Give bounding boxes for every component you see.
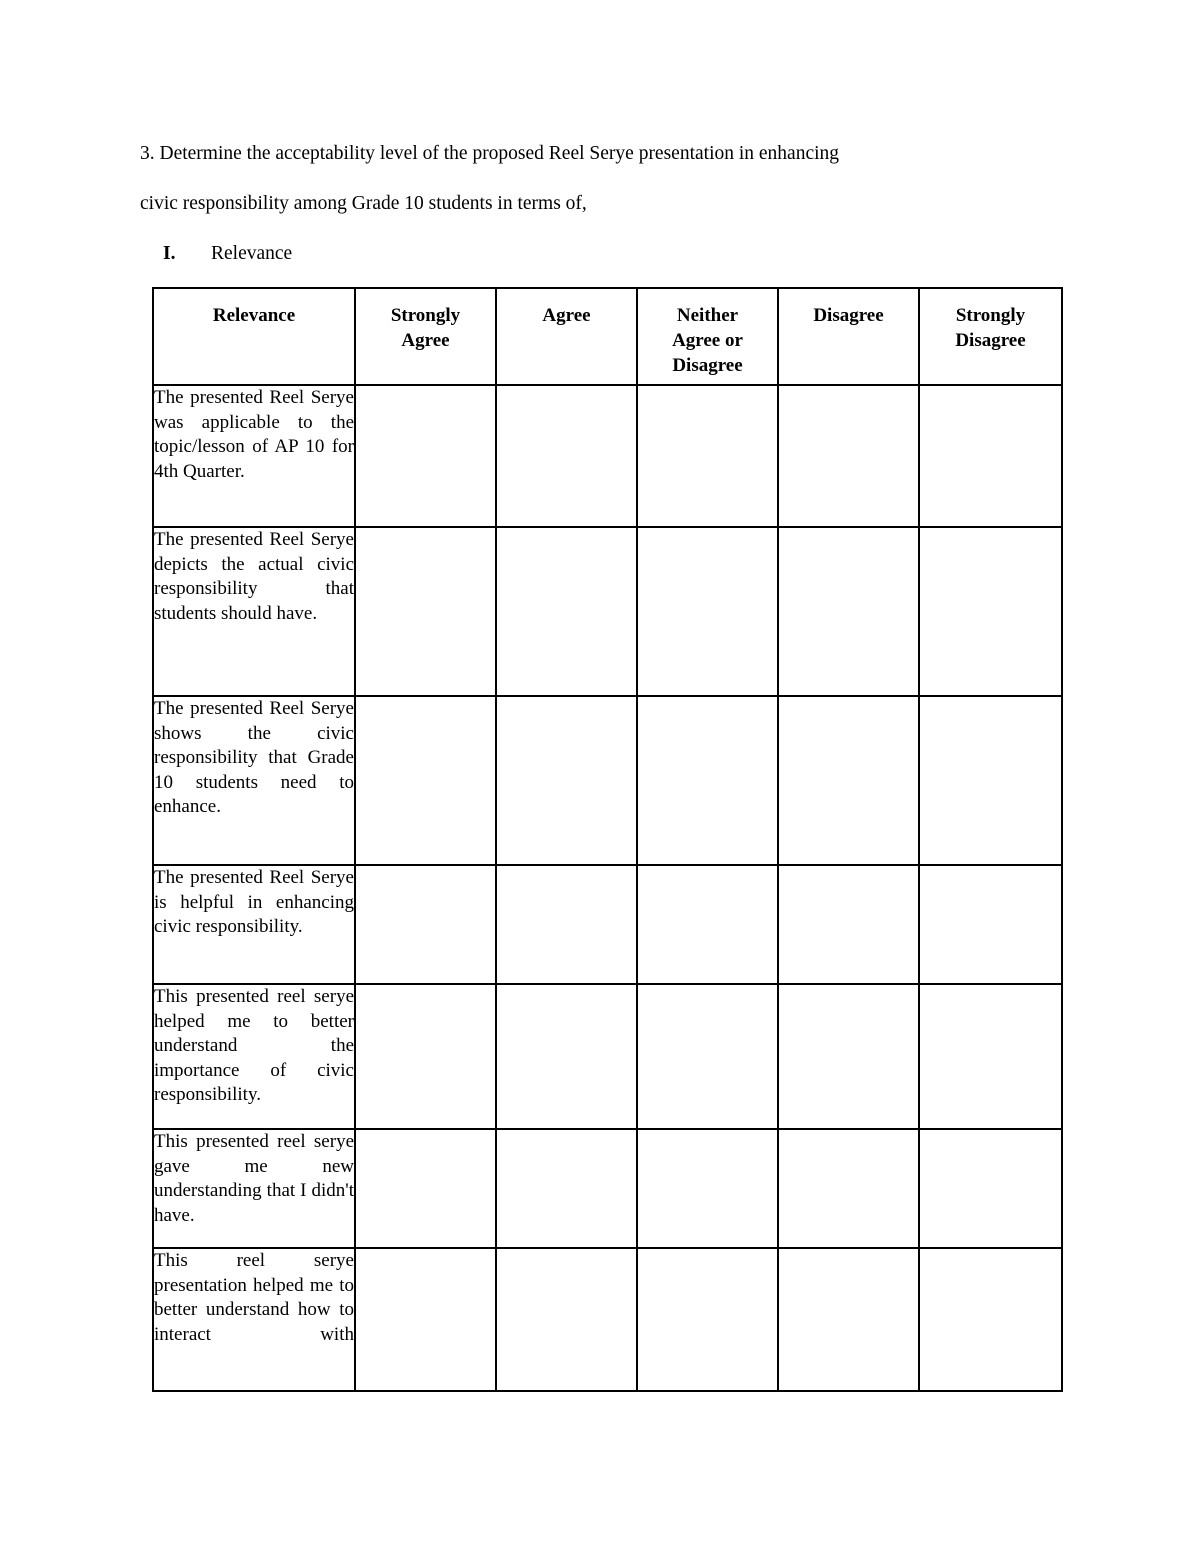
statement-cell: The presented Reel Serye is helpful in enhancing civic responsibility.	[153, 865, 355, 984]
rating-cell-neither[interactable]	[637, 696, 778, 865]
rating-cell-strongly-disagree[interactable]	[919, 1129, 1062, 1248]
rating-cell-disagree[interactable]	[778, 696, 919, 865]
statement-cell: This reel serye presentation helped me to better understand how to interact with	[153, 1248, 355, 1391]
rating-cell-strongly-agree[interactable]	[355, 527, 496, 696]
rating-cell-strongly-agree[interactable]	[355, 865, 496, 984]
rating-cell-disagree[interactable]	[778, 984, 919, 1129]
header-agree: Agree	[496, 288, 637, 385]
table-row	[153, 696, 1062, 865]
rating-cell-strongly-disagree[interactable]	[919, 527, 1062, 696]
rating-cell-strongly-agree[interactable]	[355, 696, 496, 865]
rating-cell-agree[interactable]	[496, 865, 637, 984]
header-relevance: Relevance	[153, 288, 355, 385]
table-row	[153, 527, 1062, 696]
section-title: Relevance	[211, 243, 293, 264]
rating-cell-neither[interactable]	[637, 984, 778, 1129]
rating-cell-strongly-agree[interactable]	[355, 984, 496, 1129]
rating-cell-strongly-agree[interactable]	[355, 385, 496, 527]
section-number: I.	[163, 243, 176, 264]
table-header-row	[153, 288, 1062, 385]
likert-scale-table	[152, 287, 1063, 1392]
rating-cell-strongly-disagree[interactable]	[919, 385, 1062, 527]
rating-cell-agree[interactable]	[496, 1129, 637, 1248]
rating-cell-neither[interactable]	[637, 1129, 778, 1248]
rating-cell-disagree[interactable]	[778, 865, 919, 984]
table-row	[153, 1248, 1062, 1391]
statement-cell: The presented Reel Serye shows the civic responsibility that Grade 10 students need to enhance.	[153, 696, 355, 865]
rating-cell-strongly-agree[interactable]	[355, 1248, 496, 1391]
header-neither: Neither Agree or Disagree	[637, 288, 778, 385]
rating-cell-strongly-disagree[interactable]	[919, 865, 1062, 984]
rating-cell-neither[interactable]	[637, 865, 778, 984]
table-row	[153, 865, 1062, 984]
rating-cell-neither[interactable]	[637, 527, 778, 696]
rating-cell-strongly-disagree[interactable]	[919, 696, 1062, 865]
rating-cell-disagree[interactable]	[778, 527, 919, 696]
header-strongly-disagree: Strongly Disagree	[919, 288, 1062, 385]
statement-cell: This presented reel serye helped me to better understand the importance of civic responsibility.	[153, 984, 355, 1129]
rating-cell-agree[interactable]	[496, 385, 637, 527]
rating-cell-disagree[interactable]	[778, 385, 919, 527]
table-row	[153, 1129, 1062, 1248]
rating-cell-strongly-disagree[interactable]	[919, 1248, 1062, 1391]
table-row	[153, 385, 1062, 527]
rating-cell-neither[interactable]	[637, 1248, 778, 1391]
rating-cell-strongly-disagree[interactable]	[919, 984, 1062, 1129]
rating-cell-disagree[interactable]	[778, 1129, 919, 1248]
rating-cell-strongly-agree[interactable]	[355, 1129, 496, 1248]
table-row	[153, 984, 1062, 1129]
statement-cell: This presented reel serye gave me new understanding that I didn't have.	[153, 1129, 355, 1248]
rating-cell-neither[interactable]	[637, 385, 778, 527]
rating-cell-agree[interactable]	[496, 1248, 637, 1391]
rating-cell-disagree[interactable]	[778, 1248, 919, 1391]
question-text-line-2: civic responsibility among Grade 10 students in terms of,	[140, 193, 587, 214]
question-text-line-1: 3. Determine the acceptability level of the proposed Reel Serye presentation in enhancing	[140, 143, 840, 164]
statement-cell: The presented Reel Serye was applicable to the topic/lesson of AP 10 for 4th Quarter.	[153, 385, 355, 527]
header-strongly-agree: Strongly Agree	[355, 288, 496, 385]
section-heading	[163, 241, 292, 267]
header-disagree: Disagree	[778, 288, 919, 385]
rating-cell-agree[interactable]	[496, 984, 637, 1129]
rating-cell-agree[interactable]	[496, 527, 637, 696]
rating-cell-agree[interactable]	[496, 696, 637, 865]
statement-cell: The presented Reel Serye depicts the actual civic responsibility that students should have.	[153, 527, 355, 696]
